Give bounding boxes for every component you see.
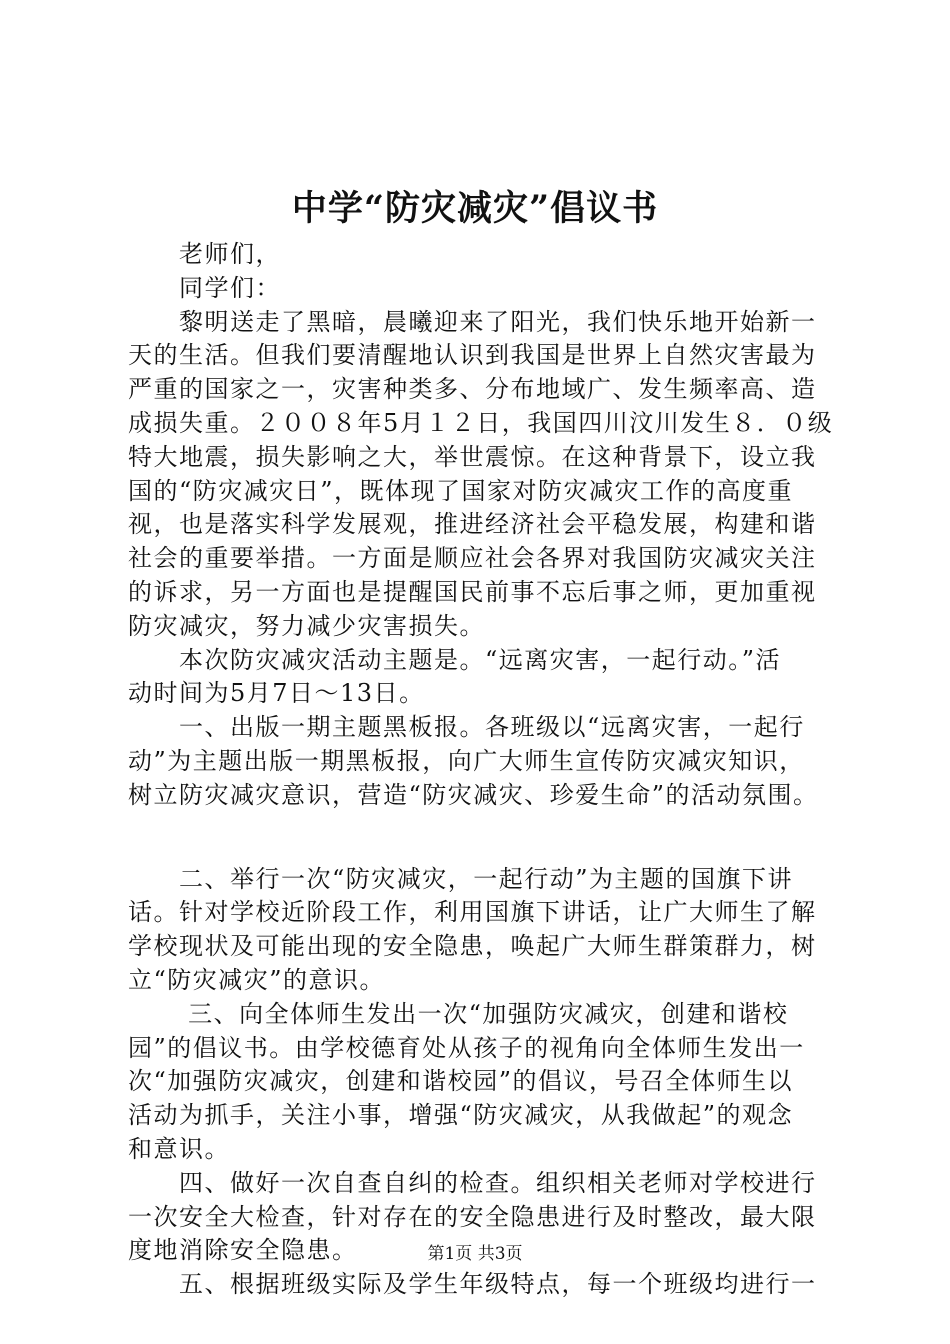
body-line: 动”为主题出版一期黑板报，向广大师生宣传防灾减灾知识， [128,746,805,775]
body-line: 国的“防灾减灾日”，既体现了国家对防灾减灾工作的高度重 [128,476,794,505]
body-line: 二、举行一次“防灾减灾，一起行动”为主题的国旗下讲 [128,864,794,893]
body-line: 视，也是落实科学发展观，推进经济社会平稳发展，构建和谐 [128,510,817,539]
body-line: 的诉求，另一方面也是提醒国民前事不忘后事之师，更加重视 [128,577,817,606]
body-line: 活动为抓手，关注小事，增强“防灾减灾，从我做起”的观念 [128,1101,794,1130]
document-body [128,238,840,1302]
body-line: 本次防灾减灾活动主题是。“远离灾害，一起行动。”活 [128,645,782,674]
body-line: 老师们， [128,240,281,268]
body-line: 严重的国家之一，灾害种类多、分布地域广、发生频率高、造 [128,375,817,404]
page-footer: 第1页 共3页 [427,1244,523,1264]
body-line: 天的生活。但我们要清醒地认识到我国是世界上自然灾害最为 [128,341,817,370]
body-line: 动时间为5月7日～13日。 [128,679,425,708]
body-line: 社会的重要举措。一方面是顺应社会各界对我国防灾减灾关注 [128,544,817,573]
body-line: 防灾减灾，努力减少灾害损失。 [128,611,485,640]
body-line: 话。针对学校近阶段工作，利用国旗下讲话，让广大师生了解 [128,898,817,927]
body-line: 一次安全大检查，针对存在的安全隐患进行及时整改，最大限 [128,1202,817,1231]
body-line: 五、根据班级实际及学生年级特点，每一个班级均进行一 [128,1270,817,1299]
body-line: 特大地震，损失影响之大，举世震惊。在这种背景下，设立我 [128,442,817,471]
body-line: 一、出版一期主题黑板报。各班级以“远离灾害，一起行 [128,713,805,742]
body-line: 四、做好一次自查自纠的检查。组织相关老师对学校进行 [128,1168,817,1197]
document-title: 中学“防灾减灾”倡议书 [291,188,659,229]
body-line: 同学们： [128,273,281,302]
body-line: 黎明送走了黑暗，晨曦迎来了阳光，我们快乐地开始新一 [128,307,817,336]
body-line: 次“加强防灾减灾，创建和谐校园”的倡议，号召全体师生以 [128,1067,794,1096]
body-line: 树立防灾减灾意识，营造“防灾减灾、珍爱生命”的活动氛围。 [128,780,819,809]
body-line: 度地消除安全隐患。 [128,1236,358,1265]
body-line: 立“防灾减灾”的意识。 [128,965,386,994]
body-line: 和意识。 [128,1134,230,1163]
body-line: 成损失重。２００８年5月１２日，我国四川汶川发生８．０级 [128,408,834,437]
body-line: 园”的倡议书。由学校德育处从孩子的视角向全体师生发出一 [128,1033,805,1062]
body-line: 学校现状及可能出现的安全隐患，唤起广大师生群策群力，树 [128,932,817,961]
paragraph-gap [128,813,840,863]
body-line: 三、向全体师生发出一次“加强防灾减灾，创建和谐校 [128,999,789,1028]
